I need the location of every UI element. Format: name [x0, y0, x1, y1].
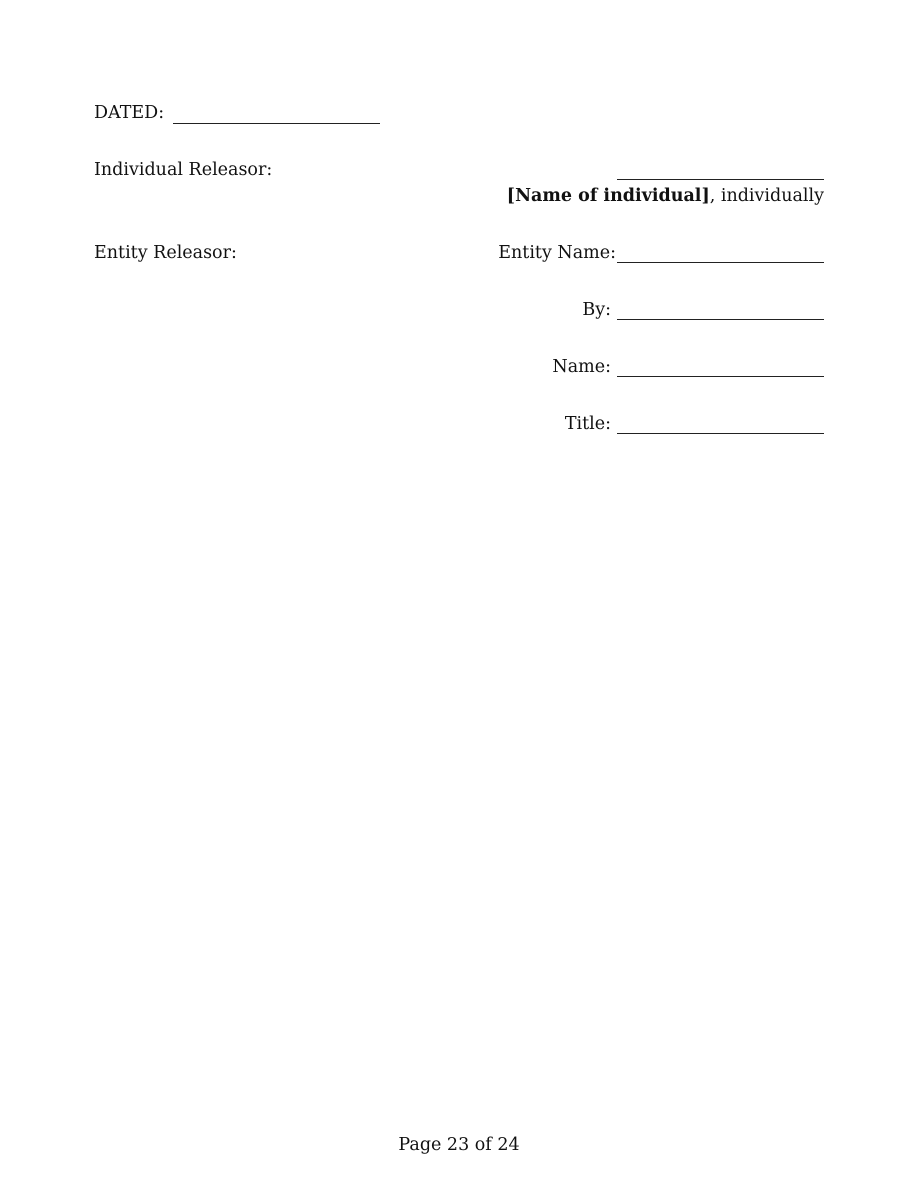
title-label: Title:	[564, 414, 611, 434]
individual-signature-line[interactable]	[617, 179, 824, 180]
entity-name-label: Entity Name:	[498, 243, 616, 263]
individual-name-placeholder: Name of individual	[515, 186, 702, 206]
bracket-close: ]	[701, 186, 710, 206]
title-line[interactable]	[617, 433, 824, 434]
dated-signature-line[interactable]	[173, 123, 380, 124]
dated-label: DATED:	[94, 103, 165, 123]
page-number: Page 23 of 24	[398, 1135, 520, 1155]
name-line[interactable]	[617, 376, 824, 377]
name-label: Name:	[552, 357, 611, 377]
bracket-open: [	[506, 186, 516, 206]
individual-releasor-label: Individual Releasor:	[94, 160, 273, 180]
individual-name-caption	[507, 188, 824, 206]
individual-suffix: , individually	[709, 186, 824, 206]
by-signature-line[interactable]	[617, 319, 824, 320]
by-label: By:	[582, 300, 611, 320]
entity-name-line[interactable]	[617, 262, 824, 263]
entity-releasor-label: Entity Releasor:	[94, 243, 237, 263]
